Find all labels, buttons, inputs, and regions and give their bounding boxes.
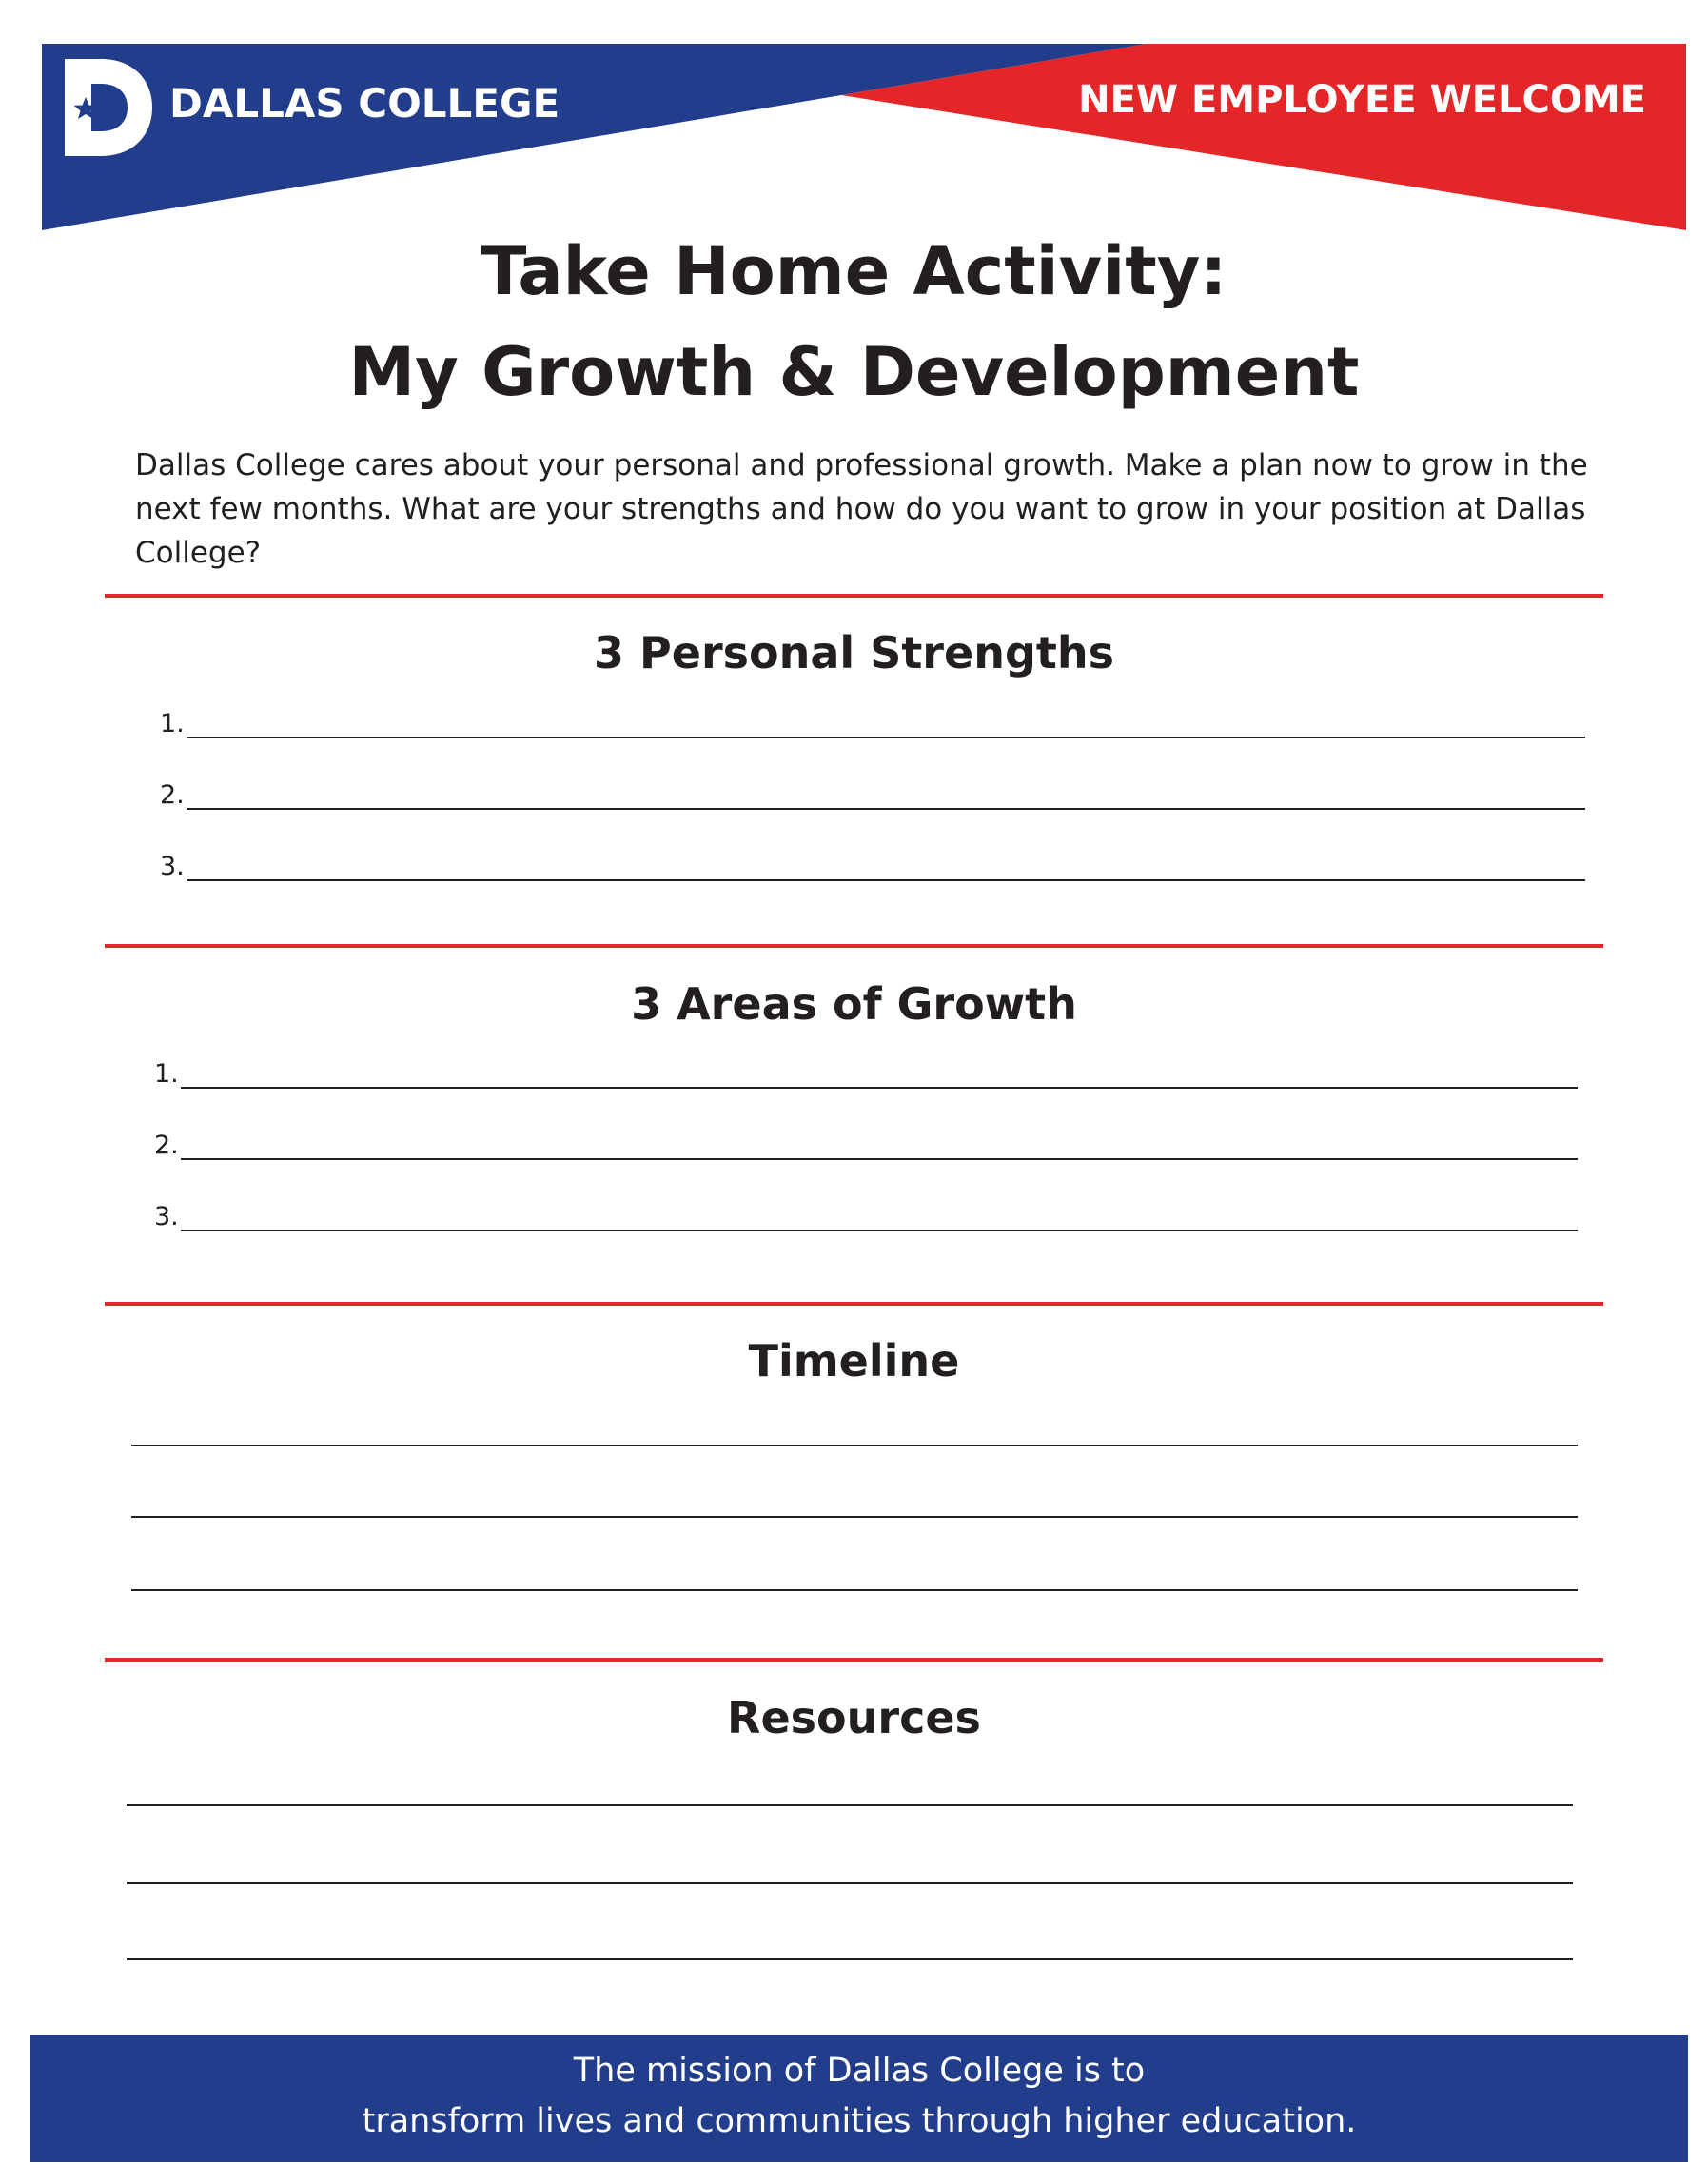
mission-footer [30, 2035, 1688, 2162]
line-number: 3. [154, 1202, 179, 1231]
resources-line-1[interactable] [127, 1804, 1573, 1806]
section-title-growth: 3 Areas of Growth [631, 978, 1077, 1030]
answer-rule [187, 737, 1585, 738]
section-divider [105, 1302, 1603, 1306]
dallas-college-logo-icon [65, 59, 152, 156]
growth-line-3[interactable] [154, 1197, 1578, 1235]
growth-line-1[interactable] [154, 1054, 1578, 1092]
resources-line-3[interactable] [127, 1958, 1573, 1960]
section-title-resources: Resources [727, 1692, 981, 1743]
line-number: 2. [160, 780, 185, 810]
brand-name: DALLAS COLLEGE [169, 80, 560, 127]
page-title-line-2: My Growth & Development [348, 333, 1360, 411]
answer-rule [181, 1087, 1578, 1089]
page-title-line-1: Take Home Activity: [481, 232, 1227, 310]
timeline-line-2[interactable] [131, 1516, 1578, 1518]
section-divider [105, 944, 1603, 948]
strength-line-3[interactable] [160, 847, 1585, 885]
line-number: 3. [160, 852, 185, 881]
answer-rule [181, 1230, 1578, 1231]
answer-rule [187, 879, 1585, 881]
answer-rule [187, 808, 1585, 810]
answer-rule [181, 1158, 1578, 1160]
section-divider [105, 594, 1603, 598]
strength-line-1[interactable] [160, 704, 1585, 742]
section-divider [105, 1658, 1603, 1662]
resources-line-2[interactable] [127, 1882, 1573, 1884]
intro-paragraph: Dallas College cares about your personal and professional growth. Make a plan now to grow in the next few months. What are your strengths and how do you want to grow in your position at Dallas College? [135, 448, 1588, 570]
mission-line-1: The mission of Dallas College is to [573, 2052, 1146, 2090]
timeline-line-1[interactable] [131, 1445, 1578, 1446]
timeline-line-3[interactable] [131, 1589, 1578, 1591]
line-number: 2. [154, 1131, 179, 1160]
line-number: 1. [160, 709, 185, 738]
line-number: 1. [154, 1059, 179, 1089]
banner-title: NEW EMPLOYEE WELCOME [1078, 78, 1646, 122]
growth-line-2[interactable] [154, 1126, 1578, 1164]
strength-line-2[interactable] [160, 776, 1585, 814]
mission-line-2: transform lives and communities through higher education. [362, 2102, 1357, 2140]
section-title-timeline: Timeline [748, 1335, 960, 1387]
header-banner [0, 0, 1708, 247]
section-title-strengths: 3 Personal Strengths [594, 627, 1114, 679]
